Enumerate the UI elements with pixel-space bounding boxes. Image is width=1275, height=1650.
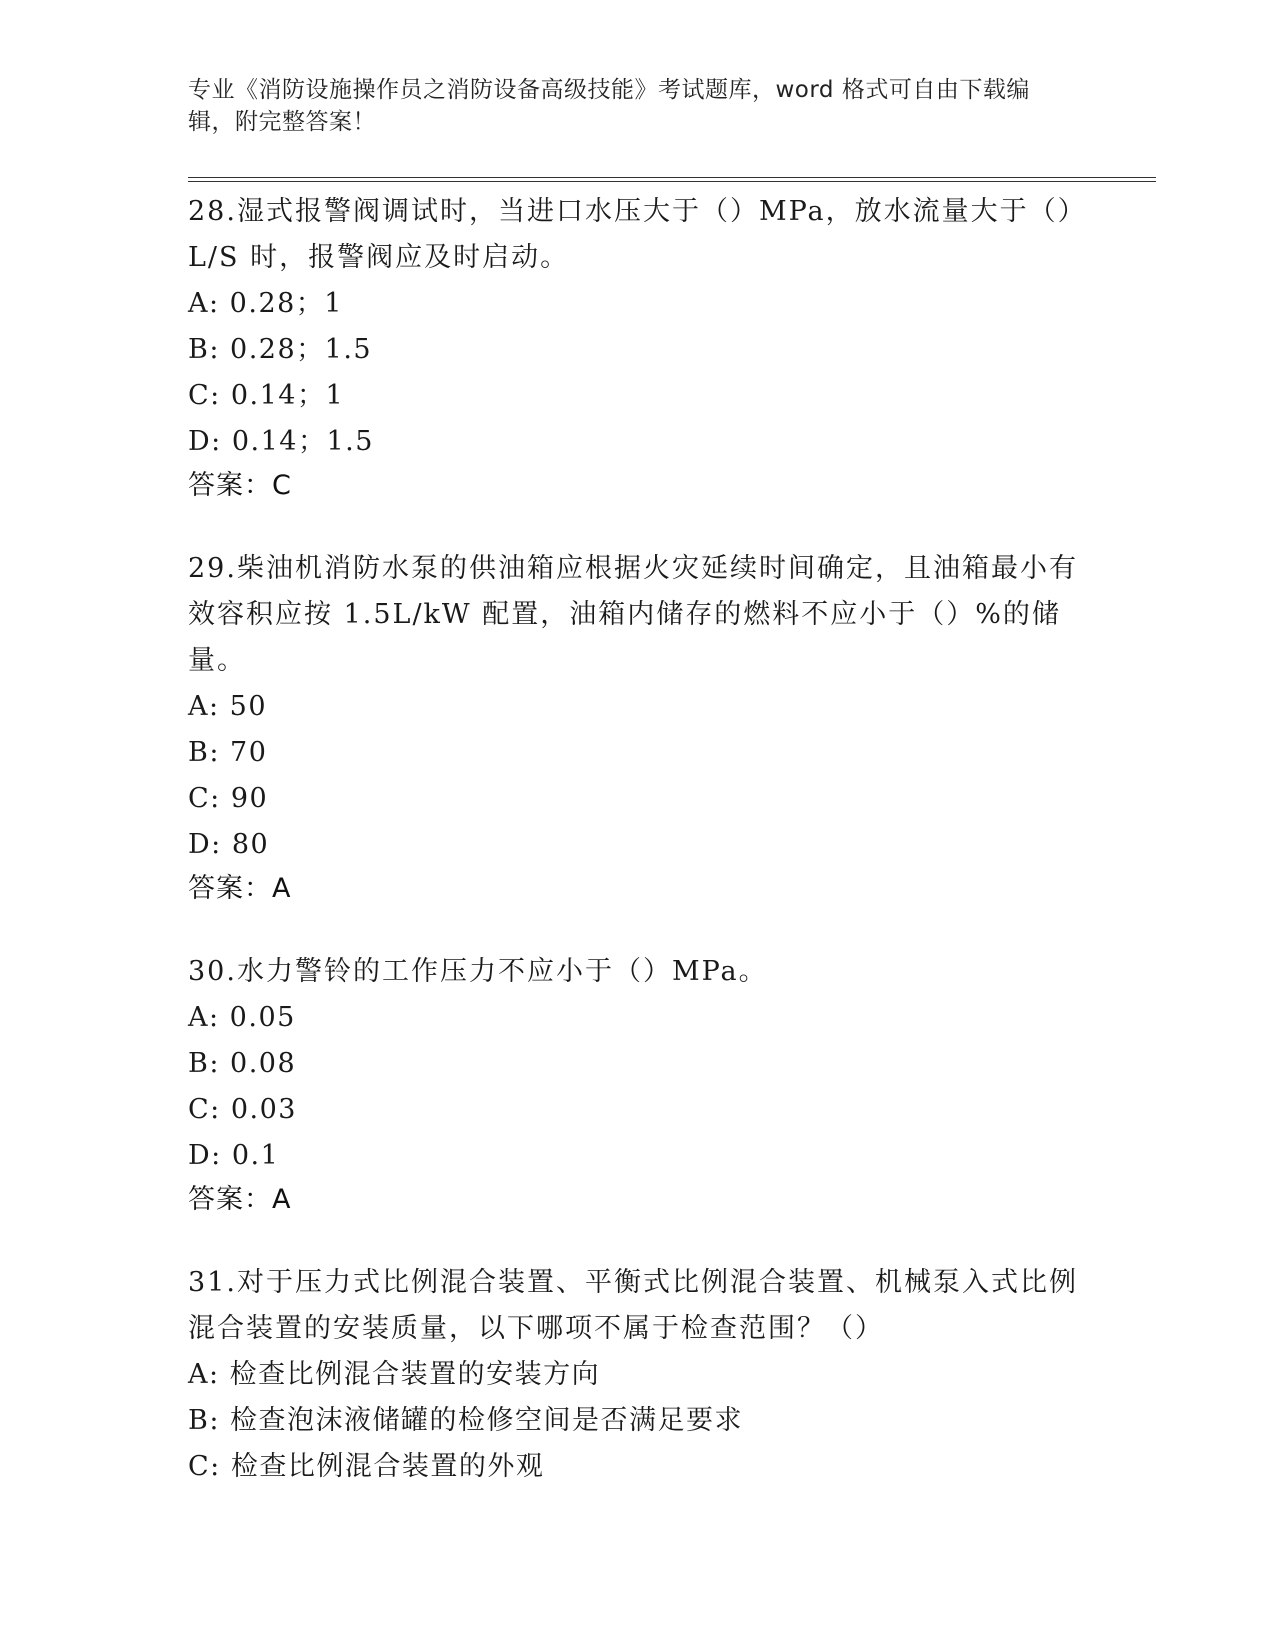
option-a: A: 50: [188, 691, 268, 722]
question-list: [188, 189, 1088, 1529]
question-29: [188, 546, 1088, 910]
option-b: B: 0.08: [188, 1048, 297, 1079]
option-c: C: 0.14；1: [188, 380, 345, 411]
question-30: [188, 949, 1088, 1221]
header-divider-bottom: [188, 181, 1156, 182]
answer-label: 答案：A: [188, 873, 292, 904]
question-text: 29.柴油机消防水泵的供油箱应根据火灾延续时间确定，且油箱最小有效容积应按 1.5L/kW 配置，油箱内储存的燃料不应小于（）%的储量。: [188, 553, 1078, 676]
option-d: D: 0.1: [188, 1140, 280, 1171]
option-a: A: 0.28；1: [188, 288, 343, 319]
answer-label: 答案：A: [188, 1184, 292, 1215]
question-text: 28.湿式报警阀调试时，当进口水压大于（）MPa，放水流量大于（）L/S 时，报警阀应及时启动。: [188, 196, 1087, 273]
question-31: [188, 1260, 1088, 1490]
option-b: B: 检查泡沫液储罐的检修空间是否满足要求: [188, 1405, 744, 1436]
option-b: B: 0.28；1.5: [188, 334, 373, 365]
option-c: C: 检查比例混合装置的外观: [188, 1451, 545, 1482]
question-text: 31.对于压力式比例混合装置、平衡式比例混合装置、机械泵入式比例混合装置的安装质量，以下哪项不属于检查范围？（）: [188, 1267, 1078, 1344]
option-a: A: 检查比例混合装置的安装方向: [188, 1359, 601, 1390]
option-c: C: 0.03: [188, 1094, 297, 1125]
question-28: [188, 189, 1088, 507]
option-d: D: 0.14；1.5: [188, 426, 374, 457]
option-a: A: 0.05: [188, 1002, 296, 1033]
question-text: 30.水力警铃的工作压力不应小于（）MPa。: [188, 956, 768, 987]
answer-label: 答案：C: [188, 470, 292, 501]
document-header: 专业《消防设施操作员之消防设备高级技能》考试题库，word 格式可自由下载编辑，附完整答案！: [188, 77, 1030, 135]
header-divider-top: [188, 177, 1156, 178]
option-b: B: 70: [188, 737, 268, 768]
option-d: D: 80: [188, 829, 270, 860]
option-c: C: 90: [188, 783, 269, 814]
